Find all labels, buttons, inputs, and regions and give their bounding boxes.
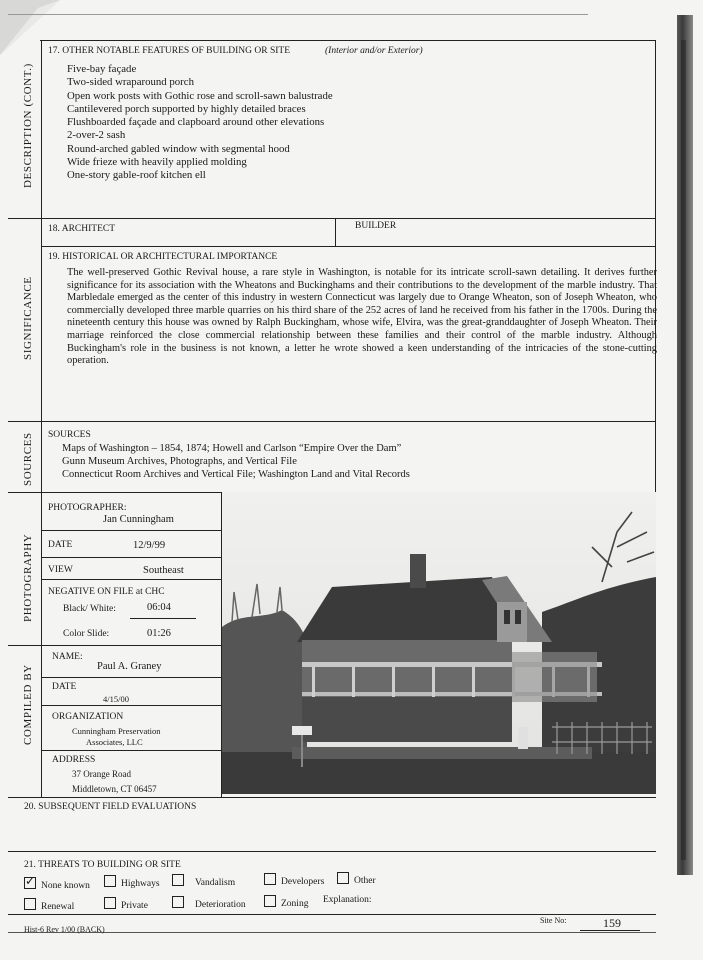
- feature-item: Five-bay façade: [67, 63, 137, 75]
- threat-option-vandalism[interactable]: [172, 874, 235, 888]
- address-label: ADDRESS: [52, 755, 96, 765]
- threat-option-none-known[interactable]: [24, 877, 90, 891]
- deterioration-label: Deterioration: [195, 900, 246, 910]
- site-no-value: 159: [603, 916, 621, 930]
- address-line2: Middletown, CT 06457: [72, 784, 157, 794]
- threat-option-other[interactable]: [337, 872, 376, 886]
- checkbox-other[interactable]: [337, 872, 349, 884]
- threat-option-private[interactable]: [104, 897, 148, 911]
- house-photograph: [222, 492, 656, 794]
- feature-item: Open work posts with Gothic rose and scroll-sawn balustrade: [67, 89, 333, 102]
- sources-title: SOURCES: [48, 430, 91, 440]
- feature-item: 2-over-2 sash: [67, 129, 126, 142]
- compiled-side-label: COMPILED BY: [22, 664, 34, 745]
- name-value: Paul A. Graney: [97, 661, 162, 672]
- threat-option-deterioration[interactable]: [172, 896, 246, 910]
- feature-item: Wide frieze with heavily applied molding: [67, 156, 247, 169]
- significance-text: The well-preserved Gothic Revival house, a rare style in Washington, is notable for its intricate scroll-sawn detailing. It derives further significance for its association with the Wheatons and Buckinghams and their contributions to the development of the marble industry. That Marbledale emerged as the center of this industry in western Connecticut was largely due to Orange Wheaton, son of Joseph Wheaton, who commercially developed three marble quarries on his third share of the 252 acres of land he received from his father in the 1700s. During the nineteenth century this house was owned by Ralph Buckingham, whose wife, Elvira, was the great-granddaughter of Joseph Wheaton. Their marriage reinforced the close commercial relationship between these families and their control of the marble industry. Although Buckingham's role in the business is not known, a letter he wrote showed a keen understanding of the intricacies of the stone-cutting operation.: [67, 267, 657, 367]
- private-label: Private: [121, 901, 148, 911]
- threat-option-zoning[interactable]: [264, 895, 308, 909]
- checkbox-zoning[interactable]: [264, 895, 276, 907]
- explanation-label: Explanation:: [323, 895, 372, 905]
- section21-title: 21. THREATS TO BUILDING OR SITE: [24, 860, 181, 870]
- feature-item: Cantilevered porch supported by highly detailed braces: [67, 102, 306, 115]
- organization-label: ORGANIZATION: [52, 712, 124, 722]
- photo-date-label: DATE: [48, 540, 73, 550]
- vandalism-label: Vandalism: [195, 878, 236, 888]
- sources-side-label: SOURCES: [22, 432, 34, 486]
- view-label: VIEW: [48, 565, 73, 575]
- section17-note: (Interior and/or Exterior): [325, 46, 423, 56]
- section19-title: 19. HISTORICAL OR ARCHITECTURAL IMPORTANCE: [48, 252, 278, 262]
- organization-line2: Associates, LLC: [86, 737, 143, 747]
- zoning-label: Zoning: [281, 899, 309, 909]
- photographer-label: PHOTOGRAPHER:: [48, 503, 127, 513]
- source-item: Gunn Museum Archives, Photographs, and Vertical File: [62, 456, 297, 467]
- highways-label: Highways: [121, 879, 160, 889]
- checkbox-vandalism[interactable]: [172, 874, 184, 886]
- significance-side-label: SIGNIFICANCE: [22, 276, 34, 360]
- binding-shadow: [655, 0, 703, 960]
- source-item: Connecticut Room Archives and Vertical File; Washington Land and Vital Records: [62, 469, 410, 480]
- checkbox-deterioration[interactable]: [172, 896, 184, 908]
- color-slide-label: Color Slide:: [63, 629, 110, 639]
- checkbox-private[interactable]: [104, 897, 116, 909]
- architect-label: 18. ARCHITECT: [48, 224, 116, 234]
- checkbox-highways[interactable]: [104, 875, 116, 887]
- photo-date-value: 12/9/99: [133, 540, 166, 551]
- feature-item: Two-sided wraparound porch: [67, 76, 194, 89]
- negative-label: NEGATIVE ON FILE at CHC: [48, 587, 165, 597]
- other-label: Other: [354, 876, 376, 886]
- checkbox-developers[interactable]: [264, 873, 276, 885]
- section17-title: 17. OTHER NOTABLE FEATURES OF BUILDING OR SITE: [48, 46, 291, 56]
- threat-option-developers[interactable]: [264, 873, 324, 887]
- features-list: [67, 63, 333, 183]
- builder-label: BUILDER: [355, 221, 397, 231]
- bw-value: 06:04: [147, 602, 171, 613]
- renewal-label: Renewal: [41, 902, 75, 912]
- none-known-label: None known: [41, 881, 90, 891]
- form-id: Hist-6 Rev 1/00 (BACK): [24, 925, 105, 934]
- bw-label: Black/ White:: [63, 604, 116, 614]
- threat-option-highways[interactable]: [104, 875, 160, 889]
- photographer-value: Jan Cunningham: [103, 514, 174, 525]
- name-label: NAME:: [52, 652, 83, 662]
- checkbox-renewal[interactable]: [24, 898, 36, 910]
- feature-item: Round-arched gabled window with segmental hood: [67, 142, 290, 155]
- source-item: Maps of Washington – 1854, 1874; Howell and Carlson “Empire Over the Dam”: [62, 443, 402, 454]
- description-side-label: DESCRIPTION (CONT.): [22, 63, 34, 188]
- photography-side-label: PHOTOGRAPHY: [22, 533, 34, 622]
- view-value: Southeast: [143, 565, 184, 576]
- site-no-label: Site No:: [540, 916, 567, 925]
- organization-line1: Cunningham Preservation: [72, 726, 161, 736]
- threat-option-renewal[interactable]: [24, 898, 74, 912]
- section20-title: 20. SUBSEQUENT FIELD EVALUATIONS: [24, 802, 197, 812]
- feature-item: One-story gable-roof kitchen ell: [67, 169, 206, 182]
- compiled-date-label: DATE: [52, 682, 77, 692]
- address-line1: 37 Orange Road: [72, 769, 131, 779]
- compiled-date-value: 4/15/00: [103, 694, 129, 704]
- color-slide-value: 01:26: [147, 628, 171, 639]
- feature-item: Flushboarded façade and clapboard around other elevations: [67, 116, 325, 129]
- checkbox-none-known[interactable]: [24, 877, 36, 889]
- developers-label: Developers: [281, 877, 325, 887]
